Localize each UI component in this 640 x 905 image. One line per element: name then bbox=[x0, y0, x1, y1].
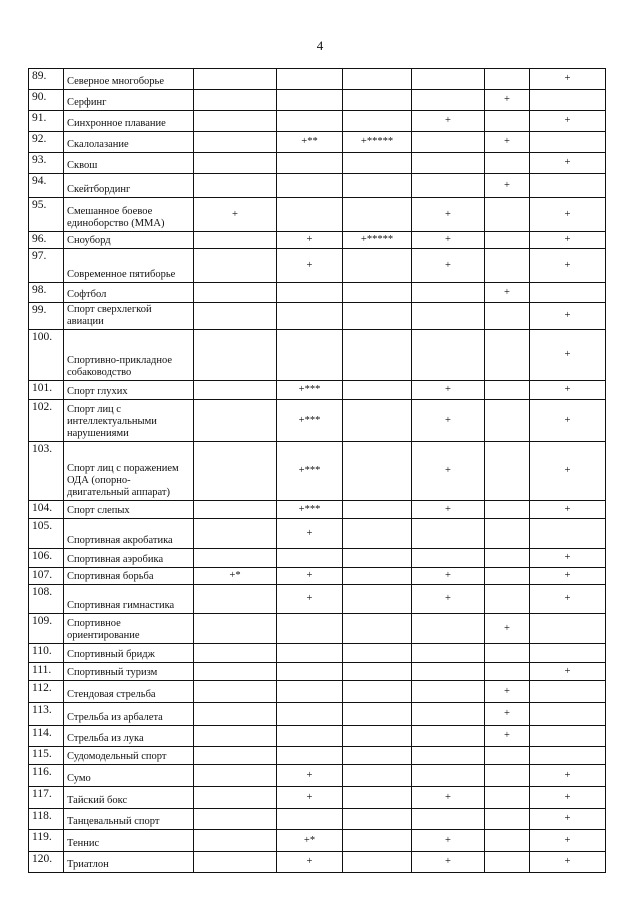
mark-cell-1: +* bbox=[194, 568, 277, 585]
mark-cell-2: + bbox=[277, 787, 343, 809]
mark-cell-3 bbox=[343, 809, 412, 830]
mark-cell-6: + bbox=[530, 381, 606, 400]
mark-cell-6: + bbox=[530, 568, 606, 585]
table-row bbox=[29, 644, 606, 663]
mark-cell-4: + bbox=[412, 830, 485, 852]
mark-cell-5 bbox=[485, 330, 530, 381]
mark-cell-5 bbox=[485, 232, 530, 249]
mark-cell-4: + bbox=[412, 568, 485, 585]
mark-cell-2 bbox=[277, 663, 343, 681]
mark-cell-3 bbox=[343, 442, 412, 501]
table-row bbox=[29, 174, 606, 198]
sport-name: Спорт слепых bbox=[64, 501, 194, 519]
mark-cell-5 bbox=[485, 69, 530, 90]
sport-name: Теннис bbox=[64, 830, 194, 852]
mark-cell-5: + bbox=[485, 681, 530, 703]
sport-name: Стрельба из лука bbox=[64, 726, 194, 747]
row-number: 109. bbox=[29, 614, 64, 644]
mark-cell-2: +*** bbox=[277, 501, 343, 519]
mark-cell-6 bbox=[530, 681, 606, 703]
sport-name: Спортивная акробатика bbox=[64, 519, 194, 549]
mark-cell-3 bbox=[343, 283, 412, 303]
mark-cell-1 bbox=[194, 501, 277, 519]
mark-cell-2 bbox=[277, 614, 343, 644]
table-row bbox=[29, 519, 606, 549]
mark-cell-6 bbox=[530, 644, 606, 663]
mark-cell-5 bbox=[485, 852, 530, 873]
mark-cell-3 bbox=[343, 614, 412, 644]
mark-cell-4: + bbox=[412, 111, 485, 132]
mark-cell-2: + bbox=[277, 232, 343, 249]
mark-cell-1 bbox=[194, 249, 277, 283]
table-row bbox=[29, 585, 606, 614]
row-number: 95. bbox=[29, 198, 64, 232]
table-row bbox=[29, 726, 606, 747]
mark-cell-2: + bbox=[277, 519, 343, 549]
mark-cell-5 bbox=[485, 765, 530, 787]
mark-cell-6: + bbox=[530, 111, 606, 132]
mark-cell-3 bbox=[343, 330, 412, 381]
mark-cell-1 bbox=[194, 830, 277, 852]
mark-cell-1 bbox=[194, 703, 277, 726]
row-number: 106. bbox=[29, 549, 64, 568]
mark-cell-3 bbox=[343, 111, 412, 132]
mark-cell-4 bbox=[412, 703, 485, 726]
mark-cell-4 bbox=[412, 726, 485, 747]
table-row bbox=[29, 681, 606, 703]
table-row bbox=[29, 747, 606, 765]
mark-cell-4 bbox=[412, 90, 485, 111]
table-row bbox=[29, 787, 606, 809]
row-number: 110. bbox=[29, 644, 64, 663]
mark-cell-5 bbox=[485, 501, 530, 519]
mark-cell-2: + bbox=[277, 585, 343, 614]
mark-cell-4 bbox=[412, 330, 485, 381]
row-number: 96. bbox=[29, 232, 64, 249]
mark-cell-1 bbox=[194, 174, 277, 198]
page-number: 4 bbox=[316, 38, 324, 53]
mark-cell-2 bbox=[277, 90, 343, 111]
row-number: 93. bbox=[29, 153, 64, 174]
mark-cell-4 bbox=[412, 174, 485, 198]
mark-cell-4: + bbox=[412, 852, 485, 873]
mark-cell-6: + bbox=[530, 330, 606, 381]
mark-cell-4 bbox=[412, 765, 485, 787]
mark-cell-2: +** bbox=[277, 132, 343, 153]
mark-cell-2 bbox=[277, 703, 343, 726]
table-row bbox=[29, 283, 606, 303]
sport-name: Сумо bbox=[64, 765, 194, 787]
sport-name: Спортивно-прикладное собаководство bbox=[64, 330, 194, 381]
mark-cell-6: + bbox=[530, 232, 606, 249]
mark-cell-6 bbox=[530, 283, 606, 303]
mark-cell-5 bbox=[485, 400, 530, 442]
mark-cell-4 bbox=[412, 614, 485, 644]
mark-cell-5 bbox=[485, 442, 530, 501]
sport-name: Спортивное ориентирование bbox=[64, 614, 194, 644]
sport-name: Скалолазание bbox=[64, 132, 194, 153]
mark-cell-2 bbox=[277, 283, 343, 303]
table-row bbox=[29, 442, 606, 501]
mark-cell-1 bbox=[194, 330, 277, 381]
mark-cell-1 bbox=[194, 747, 277, 765]
mark-cell-1 bbox=[194, 809, 277, 830]
table-row bbox=[29, 549, 606, 568]
sport-name: Спортивный бридж bbox=[64, 644, 194, 663]
row-number: 103. bbox=[29, 442, 64, 501]
sport-name: Спорт лиц с поражением ОДА (опорно-двигательный аппарат) bbox=[64, 442, 194, 501]
sports-table bbox=[28, 68, 606, 873]
mark-cell-5 bbox=[485, 153, 530, 174]
mark-cell-6: + bbox=[530, 852, 606, 873]
sport-name: Спортивная гимнастика bbox=[64, 585, 194, 614]
row-number: 99. bbox=[29, 303, 64, 330]
row-number: 91. bbox=[29, 111, 64, 132]
mark-cell-2 bbox=[277, 153, 343, 174]
row-number: 112. bbox=[29, 681, 64, 703]
mark-cell-3 bbox=[343, 747, 412, 765]
mark-cell-5 bbox=[485, 747, 530, 765]
mark-cell-4 bbox=[412, 644, 485, 663]
row-number: 117. bbox=[29, 787, 64, 809]
table-row bbox=[29, 703, 606, 726]
row-number: 97. bbox=[29, 249, 64, 283]
mark-cell-6 bbox=[530, 726, 606, 747]
mark-cell-6: + bbox=[530, 501, 606, 519]
mark-cell-1 bbox=[194, 765, 277, 787]
mark-cell-3 bbox=[343, 830, 412, 852]
mark-cell-3 bbox=[343, 681, 412, 703]
row-number: 119. bbox=[29, 830, 64, 852]
mark-cell-6: + bbox=[530, 809, 606, 830]
mark-cell-6 bbox=[530, 747, 606, 765]
row-number: 92. bbox=[29, 132, 64, 153]
mark-cell-2 bbox=[277, 549, 343, 568]
sport-name: Спортивный туризм bbox=[64, 663, 194, 681]
table-row bbox=[29, 400, 606, 442]
row-number: 107. bbox=[29, 568, 64, 585]
mark-cell-5 bbox=[485, 198, 530, 232]
mark-cell-3 bbox=[343, 568, 412, 585]
sport-name: Стендовая стрельба bbox=[64, 681, 194, 703]
mark-cell-4 bbox=[412, 681, 485, 703]
mark-cell-2: + bbox=[277, 249, 343, 283]
mark-cell-1 bbox=[194, 400, 277, 442]
mark-cell-3 bbox=[343, 549, 412, 568]
mark-cell-6: + bbox=[530, 249, 606, 283]
mark-cell-2 bbox=[277, 69, 343, 90]
mark-cell-6: + bbox=[530, 303, 606, 330]
table-row bbox=[29, 663, 606, 681]
mark-cell-5 bbox=[485, 303, 530, 330]
mark-cell-4 bbox=[412, 69, 485, 90]
mark-cell-4: + bbox=[412, 501, 485, 519]
row-number: 94. bbox=[29, 174, 64, 198]
row-number: 108. bbox=[29, 585, 64, 614]
mark-cell-2 bbox=[277, 303, 343, 330]
mark-cell-5 bbox=[485, 585, 530, 614]
mark-cell-3 bbox=[343, 519, 412, 549]
mark-cell-5 bbox=[485, 644, 530, 663]
row-number: 90. bbox=[29, 90, 64, 111]
sport-name: Сквош bbox=[64, 153, 194, 174]
sport-name: Смешанное боевое единоборство (ММА) bbox=[64, 198, 194, 232]
mark-cell-1 bbox=[194, 585, 277, 614]
table-row bbox=[29, 830, 606, 852]
row-number: 118. bbox=[29, 809, 64, 830]
mark-cell-5 bbox=[485, 663, 530, 681]
mark-cell-3 bbox=[343, 303, 412, 330]
sport-name: Софтбол bbox=[64, 283, 194, 303]
mark-cell-4: + bbox=[412, 442, 485, 501]
mark-cell-3 bbox=[343, 852, 412, 873]
table-row bbox=[29, 303, 606, 330]
sport-name: Триатлон bbox=[64, 852, 194, 873]
mark-cell-3 bbox=[343, 90, 412, 111]
mark-cell-4: + bbox=[412, 249, 485, 283]
sport-name: Спортивная борьба bbox=[64, 568, 194, 585]
sport-name: Современное пятиборье bbox=[64, 249, 194, 283]
mark-cell-3 bbox=[343, 585, 412, 614]
mark-cell-6 bbox=[530, 519, 606, 549]
mark-cell-5: + bbox=[485, 703, 530, 726]
mark-cell-2: +*** bbox=[277, 381, 343, 400]
mark-cell-3: +***** bbox=[343, 232, 412, 249]
mark-cell-1 bbox=[194, 726, 277, 747]
mark-cell-5: + bbox=[485, 614, 530, 644]
table-row bbox=[29, 330, 606, 381]
mark-cell-1 bbox=[194, 787, 277, 809]
mark-cell-6: + bbox=[530, 400, 606, 442]
mark-cell-2: + bbox=[277, 852, 343, 873]
mark-cell-6 bbox=[530, 90, 606, 111]
mark-cell-1 bbox=[194, 442, 277, 501]
mark-cell-6: + bbox=[530, 830, 606, 852]
mark-cell-5 bbox=[485, 549, 530, 568]
mark-cell-5 bbox=[485, 111, 530, 132]
mark-cell-2: + bbox=[277, 568, 343, 585]
mark-cell-5: + bbox=[485, 132, 530, 153]
mark-cell-1 bbox=[194, 303, 277, 330]
mark-cell-1 bbox=[194, 644, 277, 663]
table-row bbox=[29, 852, 606, 873]
mark-cell-4: + bbox=[412, 400, 485, 442]
sport-name: Серфинг bbox=[64, 90, 194, 111]
mark-cell-1 bbox=[194, 681, 277, 703]
mark-cell-3 bbox=[343, 787, 412, 809]
sport-name: Скейтбординг bbox=[64, 174, 194, 198]
mark-cell-4: + bbox=[412, 232, 485, 249]
mark-cell-4 bbox=[412, 809, 485, 830]
mark-cell-3 bbox=[343, 644, 412, 663]
mark-cell-6: + bbox=[530, 663, 606, 681]
sport-name: Спорт сверхлегкой авиации bbox=[64, 303, 194, 330]
row-number: 113. bbox=[29, 703, 64, 726]
mark-cell-2 bbox=[277, 174, 343, 198]
table-row bbox=[29, 501, 606, 519]
mark-cell-5: + bbox=[485, 90, 530, 111]
mark-cell-2: +* bbox=[277, 830, 343, 852]
mark-cell-2 bbox=[277, 809, 343, 830]
mark-cell-4: + bbox=[412, 381, 485, 400]
mark-cell-2: + bbox=[277, 765, 343, 787]
mark-cell-5: + bbox=[485, 174, 530, 198]
table-body bbox=[29, 69, 606, 873]
sport-name: Спортивная аэробика bbox=[64, 549, 194, 568]
row-number: 105. bbox=[29, 519, 64, 549]
sport-name: Танцевальный спорт bbox=[64, 809, 194, 830]
sport-name: Спорт глухих bbox=[64, 381, 194, 400]
mark-cell-3 bbox=[343, 663, 412, 681]
sport-name: Северное многоборье bbox=[64, 69, 194, 90]
mark-cell-1 bbox=[194, 90, 277, 111]
mark-cell-4 bbox=[412, 549, 485, 568]
sport-name: Стрельба из арбалета bbox=[64, 703, 194, 726]
mark-cell-1 bbox=[194, 663, 277, 681]
mark-cell-2 bbox=[277, 644, 343, 663]
mark-cell-2 bbox=[277, 681, 343, 703]
mark-cell-3 bbox=[343, 153, 412, 174]
mark-cell-2 bbox=[277, 198, 343, 232]
table-row bbox=[29, 111, 606, 132]
mark-cell-1 bbox=[194, 283, 277, 303]
table-row bbox=[29, 765, 606, 787]
mark-cell-2 bbox=[277, 726, 343, 747]
mark-cell-2 bbox=[277, 747, 343, 765]
sport-name: Спорт лиц с интеллектуальными нарушениями bbox=[64, 400, 194, 442]
mark-cell-3 bbox=[343, 726, 412, 747]
mark-cell-6 bbox=[530, 132, 606, 153]
table-row bbox=[29, 232, 606, 249]
mark-cell-4: + bbox=[412, 585, 485, 614]
mark-cell-4 bbox=[412, 303, 485, 330]
mark-cell-5 bbox=[485, 381, 530, 400]
mark-cell-1 bbox=[194, 852, 277, 873]
mark-cell-1 bbox=[194, 132, 277, 153]
table-row bbox=[29, 198, 606, 232]
mark-cell-4 bbox=[412, 132, 485, 153]
mark-cell-1 bbox=[194, 381, 277, 400]
mark-cell-3 bbox=[343, 69, 412, 90]
mark-cell-4: + bbox=[412, 787, 485, 809]
row-number: 104. bbox=[29, 501, 64, 519]
mark-cell-2 bbox=[277, 111, 343, 132]
mark-cell-1: + bbox=[194, 198, 277, 232]
row-number: 101. bbox=[29, 381, 64, 400]
table-row bbox=[29, 381, 606, 400]
mark-cell-1 bbox=[194, 153, 277, 174]
mark-cell-6: + bbox=[530, 787, 606, 809]
table-row bbox=[29, 69, 606, 90]
mark-cell-6: + bbox=[530, 585, 606, 614]
row-number: 115. bbox=[29, 747, 64, 765]
mark-cell-4 bbox=[412, 747, 485, 765]
row-number: 120. bbox=[29, 852, 64, 873]
mark-cell-2: +*** bbox=[277, 400, 343, 442]
mark-cell-2: +*** bbox=[277, 442, 343, 501]
table-row bbox=[29, 614, 606, 644]
sport-name: Синхронное плавание bbox=[64, 111, 194, 132]
mark-cell-6: + bbox=[530, 153, 606, 174]
mark-cell-6 bbox=[530, 703, 606, 726]
mark-cell-5: + bbox=[485, 283, 530, 303]
row-number: 116. bbox=[29, 765, 64, 787]
table-row bbox=[29, 153, 606, 174]
mark-cell-3 bbox=[343, 249, 412, 283]
mark-cell-2 bbox=[277, 330, 343, 381]
sport-name: Тайский бокс bbox=[64, 787, 194, 809]
mark-cell-5 bbox=[485, 249, 530, 283]
table-row bbox=[29, 568, 606, 585]
mark-cell-3 bbox=[343, 174, 412, 198]
mark-cell-1 bbox=[194, 232, 277, 249]
table-row bbox=[29, 90, 606, 111]
row-number: 98. bbox=[29, 283, 64, 303]
mark-cell-5 bbox=[485, 830, 530, 852]
mark-cell-4: + bbox=[412, 198, 485, 232]
table-row bbox=[29, 132, 606, 153]
mark-cell-4 bbox=[412, 153, 485, 174]
mark-cell-6 bbox=[530, 614, 606, 644]
row-number: 100. bbox=[29, 330, 64, 381]
mark-cell-3 bbox=[343, 198, 412, 232]
row-number: 102. bbox=[29, 400, 64, 442]
mark-cell-3: +***** bbox=[343, 132, 412, 153]
mark-cell-6: + bbox=[530, 198, 606, 232]
mark-cell-1 bbox=[194, 614, 277, 644]
mark-cell-3 bbox=[343, 400, 412, 442]
row-number: 111. bbox=[29, 663, 64, 681]
mark-cell-5 bbox=[485, 787, 530, 809]
mark-cell-1 bbox=[194, 549, 277, 568]
mark-cell-4 bbox=[412, 519, 485, 549]
row-number: 114. bbox=[29, 726, 64, 747]
mark-cell-5 bbox=[485, 519, 530, 549]
mark-cell-3 bbox=[343, 765, 412, 787]
mark-cell-3 bbox=[343, 381, 412, 400]
mark-cell-1 bbox=[194, 69, 277, 90]
mark-cell-5: + bbox=[485, 726, 530, 747]
sport-name: Судомодельный спорт bbox=[64, 747, 194, 765]
mark-cell-5 bbox=[485, 809, 530, 830]
row-number: 89. bbox=[29, 69, 64, 90]
table-row bbox=[29, 249, 606, 283]
mark-cell-6: + bbox=[530, 549, 606, 568]
mark-cell-4 bbox=[412, 283, 485, 303]
sport-name: Сноуборд bbox=[64, 232, 194, 249]
table-row bbox=[29, 809, 606, 830]
mark-cell-6 bbox=[530, 174, 606, 198]
mark-cell-3 bbox=[343, 703, 412, 726]
mark-cell-1 bbox=[194, 519, 277, 549]
mark-cell-1 bbox=[194, 111, 277, 132]
mark-cell-6: + bbox=[530, 442, 606, 501]
mark-cell-5 bbox=[485, 568, 530, 585]
mark-cell-6: + bbox=[530, 69, 606, 90]
mark-cell-6: + bbox=[530, 765, 606, 787]
mark-cell-4 bbox=[412, 663, 485, 681]
mark-cell-3 bbox=[343, 501, 412, 519]
